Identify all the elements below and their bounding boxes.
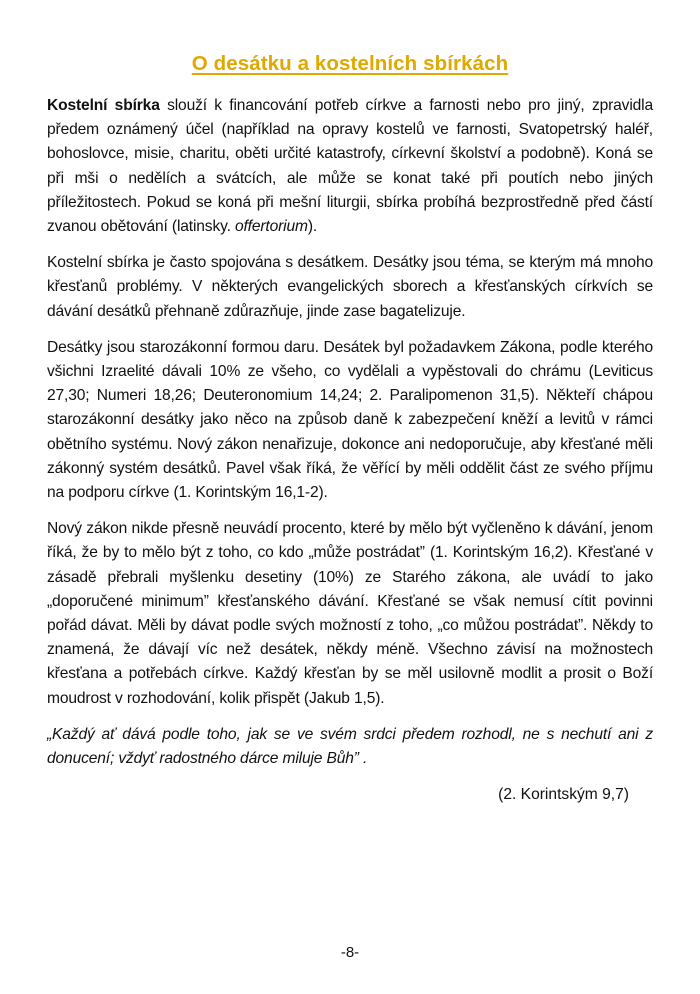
page-number: -8- xyxy=(340,944,360,961)
paragraph-old-testament-tithes: Desátky jsou starozákonní formou daru. Desátek byl požadavkem Zákona, podle kterého všichni Izraelité dávali 10% ze všeho, co vydělali a vypěstovali do chrámu (Leviticus 27,30; Numeri 18,26; Deuteronomium 14,24; 2. Paralipomenon 31,5). Někteří chápou starozákonní desátky jako něco na způsob daně k zabezpečení kněží a levitů v rámci obětního systému. Nový zákon nenařizuje, dokonce ani nedoporučuje, aby křesťané měli zákonný systém desátků. Pavel však říká, že věřící by měli oddělit část ze svého příjmu na podporu církve (1. Korintským 16,1-2). xyxy=(47,338,653,502)
paragraph-tithes-intro: Kostelní sbírka je často spojována s desátkem. Desátky jsou téma, se kterým má mnoho křesťanů problémy. V některých evangelických sborech a křesťanských církvích se dávání desátků přehnaně zdůrazňuje, jinde zase bagatelizuje. xyxy=(47,254,653,320)
paragraph-text: slouží k financování potřeb církve a farnosti nebo pro jiný, zpravidla předem oznámený účel (například na opravy kostelů ve farnosti, Svatopetrský haléř, bohoslovce, misie, charitu, oběti určité katastrofy, církevní školství a podobně). Koná se při mši o nedělích a svátcích, ale může se konat také při poutích nebo jiných příležitostech. Pokud se koná při mešní liturgii, sbírka probíhá bezprostředně před částí zvanou obětování (latinsky. xyxy=(47,97,653,236)
quote-reference: (2. Korintským 9,7) xyxy=(498,786,629,804)
term-church-collection: Kostelní sbírka xyxy=(47,97,160,114)
paragraph-new-testament-giving: Nový zákon nikde přesně neuvádí procento, které by mělo být vyčleněno k dávání, jenom říká, že by to mělo být z toho, co kdo „může postrádat” (1. Korintským 16,2). Křesťané v zásadě přebrali myšlenku desetiny (10%) ze Starého zákona, ale uvádí to jako „doporučené minimum” křesťanského dávání. Křesťané se však nemusí cítit povinni pořád dávat. Měli by dávat podle svých možností z toho, „co můžou postrádat”. Někdy to znamená, že dávají víc než desátek, někdy méně. Všechno závisí na možnostech křesťana a potřebách církve. Každý křesťan by se měl usilovně modlit a prosit o Boží moudrost v rozhodování, kolik přispět (Jakub 1,5). xyxy=(47,520,653,707)
page-content xyxy=(47,52,653,807)
paragraph-text-end: ). xyxy=(307,218,318,236)
bible-quote: „Každý ať dává podle toho, jak se ve svém srdci předem rozhodl, ne s nechutí ani z donucení; vždyť radostného dárce miluje Bůh” . xyxy=(47,725,653,768)
latin-term: offertorium xyxy=(234,218,308,236)
paragraph-church-collection xyxy=(47,94,653,239)
page-title: O desátku a kostelních sbírkách xyxy=(191,52,509,75)
